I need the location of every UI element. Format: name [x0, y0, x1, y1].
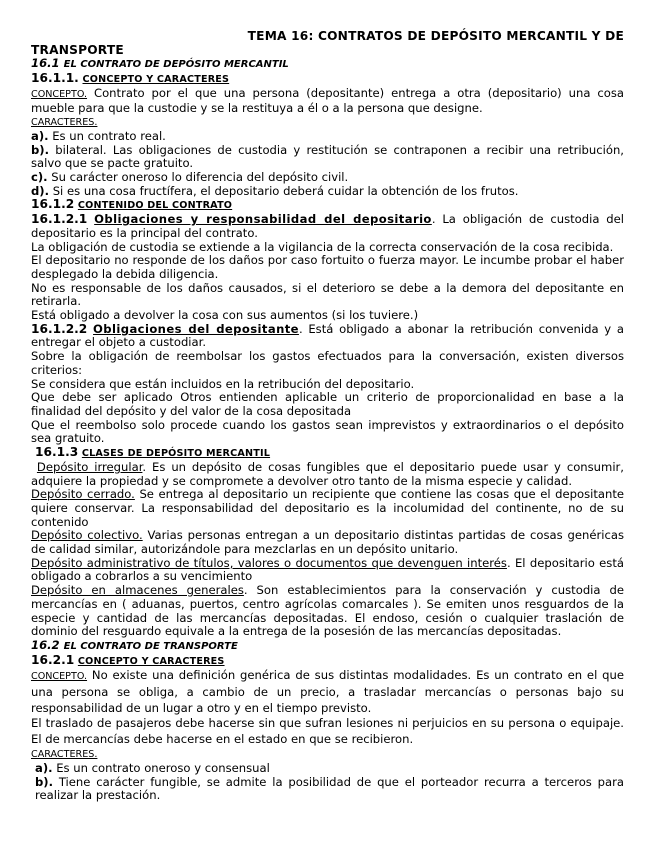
item-text: Es un contrato oneroso y consensual — [52, 761, 270, 776]
deposito-cerrado — [31, 488, 624, 529]
term: Depósito colectivo. — [31, 528, 143, 543]
paragraph-transporte-concepto — [31, 668, 624, 716]
heading-16-2-1 — [31, 654, 624, 669]
caracteres-label: CARACTERES. — [31, 117, 98, 129]
concepto-label: CONCEPTO. — [31, 671, 88, 683]
item-text: Si es una cosa fructífera, el depositario deberá cuidar la obtención de los frutos. — [49, 183, 519, 198]
definition: . El depositario está obligado a cobrarlos a su vencimiento — [31, 555, 624, 584]
paragraph-16-1-2-2 — [31, 323, 624, 350]
caracter-c — [31, 171, 624, 185]
paragraph-reembolsar: Sobre la obligación de reembolsar los gastos efectuados para la conversación, existen diversos criterios: — [31, 349, 624, 377]
paragraph-custodia: La obligación de custodia se extiende a la vigilancia de la correcta conservación de la cosa recibida. — [31, 239, 614, 254]
heading-16-2 — [31, 639, 624, 654]
heading-number: 16.1.1. — [31, 71, 79, 86]
heading-16-1-3 — [31, 446, 624, 461]
term: Depósito en almacenes generales — [31, 583, 244, 598]
deposito-colectivo — [31, 529, 624, 556]
paragraph-concepto — [31, 87, 624, 115]
item-key: b). — [35, 774, 54, 789]
transporte-caracter-b — [31, 776, 624, 803]
deposito-almacenes — [31, 584, 624, 639]
paragraph-devolver: Está obligado a devolver la cosa con sus aumentos (si los tuviere.) — [31, 308, 419, 323]
definition: Varias personas entregan a un depositario distintas partidas de cosas genéricas de calidad similar, autorizándole para mezclarlas en un depósito unitario. — [31, 528, 624, 557]
heading-text: EL CONTRATO DE TRANSPORTE — [63, 640, 238, 652]
caracter-b — [31, 144, 624, 171]
heading-text: CLASES DE DEPÓSITO MERCANTIL — [81, 448, 271, 460]
item-key: a). — [35, 761, 53, 776]
term: Depósito cerrado. — [31, 487, 135, 502]
definition: Se entrega al depositario un recipiente que contiene las cosas que el depositante quiere conservar. La responsabilidad del depositario es la incolumidad del continente, no de su contenido — [31, 487, 625, 529]
item-text: bilateral. Las obligaciones de custodia y restitución se contraponen a recibir una retribución, salvo que se pacte gratuito. — [31, 142, 624, 171]
paragraph-text: . Está obligado a abonar la retribución convenida y a entregar el objeto a custodiar. — [31, 321, 625, 350]
heading-16-1-1 — [31, 72, 624, 87]
concepto-label: CONCEPTO. — [31, 88, 88, 100]
caracteres-label-line — [31, 115, 624, 130]
heading-number: 16.1 — [31, 56, 60, 71]
deposito-irregular — [31, 461, 624, 488]
term: Depósito irregular — [36, 459, 143, 474]
heading-text: EL CONTRATO DE DEPÓSITO MERCANTIL — [63, 59, 289, 71]
paragraph-16-1-2-1 — [31, 213, 624, 240]
heading-number: 16.1.3 — [35, 445, 79, 460]
definition: . Es un depósito de cosas fungibles que el depositario puede usar y consumir, adquiere la propiedad y se compromete a devolver otro tanto de la misma especie y calidad. — [31, 459, 624, 488]
heading-text: CONCEPTO Y CARACTERES — [82, 74, 230, 86]
heading-text: Obligaciones del depositante — [93, 321, 299, 336]
heading-16-1 — [31, 57, 624, 72]
transporte-caracteres-label-line — [31, 747, 624, 762]
heading-number: 16.1.2.2 — [31, 321, 88, 336]
item-text: Su carácter oneroso lo diferencia del depósito civil. — [47, 170, 349, 185]
item-key: a). — [31, 128, 49, 143]
heading-text: CONCEPTO Y CARACTERES — [77, 655, 225, 667]
paragraph-incluidos: Se considera que están incluidos en la retribución del depositario. — [31, 376, 415, 391]
term: Depósito administrativo de títulos, valores o documentos que devenguen interés — [31, 555, 507, 570]
heading-number: 16.2.1 — [31, 652, 75, 667]
paragraph-no-responde: El depositario no responde de los daños por caso fortuito o fuerza mayor. Le incumbe probar el haber desplegado la debida diligencia. — [31, 253, 624, 281]
definition: . Son establecimientos para la conservación y custodia de mercancías en ( aduanas, puertos, centro agrícolas comarcales ). Se emiten unos resguardos de la especie y cantidad de las mercancías depositadas. El endoso, cesión o cualquier traslación de dominio del resguardo equivale a la entrega de la posesión de las mercancías depositadas. — [31, 583, 624, 639]
transporte-caracter-a — [31, 762, 624, 776]
caracter-a — [31, 130, 624, 144]
title-line-1: TEMA 16: CONTRATOS DE DEPÓSITO MERCANTIL Y DE — [247, 29, 624, 43]
paragraph-pasajeros: El traslado de pasajeros debe hacerse sin que sufran lesiones ni perjuicios en su persona o equipaje. El de mercancías debe hacerse en el estado en que se recibieron. — [31, 716, 624, 746]
caracter-d — [31, 185, 624, 199]
deposito-administrativo — [31, 557, 624, 584]
caracteres-label: CARACTERES. — [31, 749, 98, 761]
item-key: d). — [31, 183, 50, 198]
paragraph-no-responsable: No es responsable de los daños causados, si el deterioro se debe a la demora del depositante en retirarla. — [31, 280, 624, 309]
paragraph-aplicado: Que debe ser aplicado Otros entienden aplicable un criterio de proporcionalidad en base a la finalidad del depósito y del valor de la cosa depositada — [31, 390, 624, 418]
title-line-2: TRANSPORTE — [31, 42, 124, 57]
heading-number: 16.1.2 — [31, 197, 75, 212]
heading-number: 16.2 — [31, 637, 60, 652]
document-title — [31, 30, 624, 57]
paragraph-text: . La obligación de custodia del depositario es la principal del contrato. — [31, 212, 625, 240]
paragraph-reembolso: Que el reembolso solo procede cuando los gastos sean imprevistos y extraordinarios o el depósito sea gratuito. — [31, 417, 624, 446]
concepto-text: Contrato por el que una persona (depositante) entrega a otra (depositario) una cosa mueble para que la custodie y se la restituya a él o a la persona que designe. — [31, 85, 624, 115]
item-key: b). — [31, 142, 50, 157]
item-key: c). — [31, 170, 48, 185]
heading-16-1-2 — [31, 198, 624, 213]
heading-text: Obligaciones y responsabilidad del depositario — [94, 212, 432, 227]
item-text: Es un contrato real. — [48, 128, 166, 143]
item-text: Tiene carácter fungible, se admite la posibilidad de que el porteador recurra a terceros para realizar la prestación. — [35, 774, 624, 803]
heading-text: CONTENIDO DEL CONTRATO — [77, 200, 233, 212]
concepto-text: No existe una definición genérica de sus distintas modalidades. Es un contrato en el que una persona se obliga, a cambio de un precio, a trasladar mercancías o personas bajo su responsabilidad de un lugar a otro y en el tiempo previsto. — [31, 668, 624, 715]
heading-number: 16.1.2.1 — [31, 212, 88, 227]
